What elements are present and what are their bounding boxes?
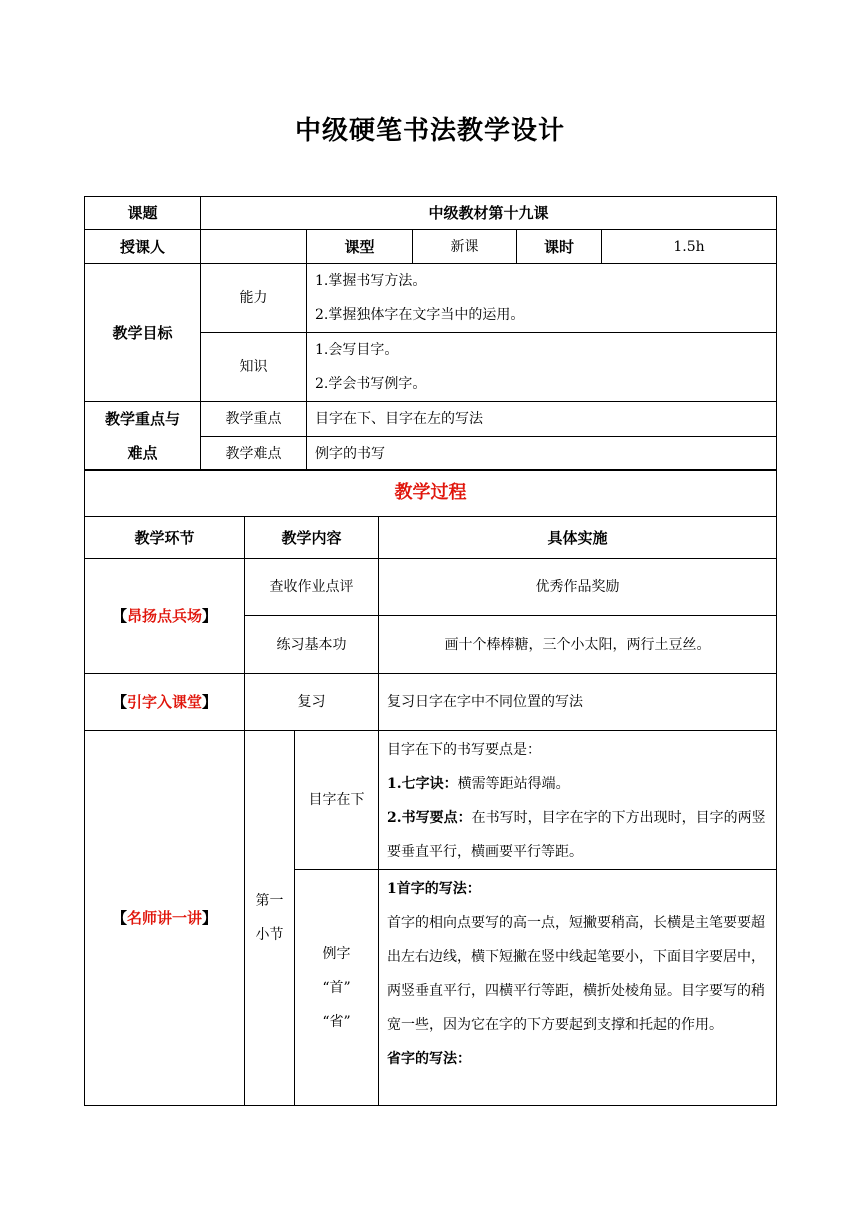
teacher-value xyxy=(201,230,307,264)
knowledge-label: 知识 xyxy=(201,333,307,402)
stage1-content-1: 查收作业点评 xyxy=(245,559,379,616)
lesson-info-table xyxy=(84,196,777,471)
knowledge-item: 2.学会书写例字。 xyxy=(315,376,427,392)
stage-name-3: 【名师讲一讲】 xyxy=(85,731,245,1106)
part1-body xyxy=(379,731,777,870)
topic-label: 课题 xyxy=(85,197,201,230)
lesson-type-value: 新课 xyxy=(413,230,517,264)
difficulty-label: 教学难点 xyxy=(201,437,307,471)
ability-item: 1.掌握书写方法。 xyxy=(315,273,427,289)
part2-text: 首字的相向点要写的高一点，短撇要稍高，长横是主笔要要超出左右边线，横下短撇在竖中线起笔要小，下面目字要居中，两竖垂直平行，四横平行等距，横折处棱角显。目字要写的稍宽一些，因为它在字的下方要起到支撑和托起的作用。 xyxy=(387,915,765,1033)
ability-item: 2.掌握独体字在文字当中的运用。 xyxy=(315,307,525,323)
knowledge-items xyxy=(307,333,777,402)
focus-label-line2: 难点 xyxy=(127,444,158,462)
stage-name-1: 【昂扬点兵场】 xyxy=(85,559,245,674)
key-point-label: 教学重点 xyxy=(201,402,307,437)
page-title: 中级硬笔书法教学设计 xyxy=(294,116,565,146)
process-heading-text: 教学过程 xyxy=(394,482,467,503)
lesson-type-label: 课型 xyxy=(307,230,413,264)
section-label-line2: 小节 xyxy=(255,927,284,943)
process-heading xyxy=(85,470,777,517)
part2-label-line3: “省” xyxy=(322,1013,351,1030)
section-label xyxy=(245,731,295,1106)
topic-value: 中级教材第十九课 xyxy=(201,197,777,230)
goals-label: 教学目标 xyxy=(85,264,201,402)
stage1-content-2: 练习基本功 xyxy=(245,616,379,674)
difficulty-value: 例字的书写 xyxy=(307,437,777,471)
focus-label-line1: 教学重点与 xyxy=(104,410,180,428)
part2-heading-2: 省字的写法： xyxy=(387,1051,471,1067)
process-table xyxy=(84,469,777,1106)
col-header-content: 教学内容 xyxy=(245,517,379,559)
stage2-content: 复习 xyxy=(245,674,379,731)
part1-point-1: 1.七字诀：横需等距站得端。 xyxy=(387,776,570,792)
part2-body xyxy=(379,870,777,1106)
part2-label xyxy=(295,870,379,1106)
col-header-stage: 教学环节 xyxy=(85,517,245,559)
teacher-label: 授课人 xyxy=(85,230,201,264)
col-header-impl: 具体实施 xyxy=(379,517,777,559)
section-label-line1: 第一 xyxy=(255,893,284,909)
lesson-hours-value: 1.5h xyxy=(602,230,777,264)
lesson-hours-label: 课时 xyxy=(517,230,602,264)
part1-label: 目字在下 xyxy=(295,731,379,870)
stage2-impl: 复习日字在字中不同位置的写法 xyxy=(379,674,777,731)
part1-point-2: 2.书写要点：在书写时，目字在字的下方出现时，目字的两竖要垂直平行，横画要平行等距。 xyxy=(387,810,766,860)
knowledge-item: 1.会写目字。 xyxy=(315,342,399,358)
focus-label xyxy=(85,402,201,471)
ability-label: 能力 xyxy=(201,264,307,333)
stage-name-2: 【引字入课堂】 xyxy=(85,674,245,731)
ability-items xyxy=(307,264,777,333)
key-point-value: 目字在下、目字在左的写法 xyxy=(307,402,777,437)
part2-heading: 1首字的写法： xyxy=(387,881,481,897)
part2-label-line1: 例字 xyxy=(322,945,351,962)
stage1-impl-2: 画十个棒棒糖，三个小太阳，两行土豆丝。 xyxy=(379,616,777,674)
stage1-impl-1: 优秀作品奖励 xyxy=(379,559,777,616)
part2-label-line2: “首” xyxy=(322,979,351,996)
part1-intro: 目字在下的书写要点是： xyxy=(387,742,541,758)
